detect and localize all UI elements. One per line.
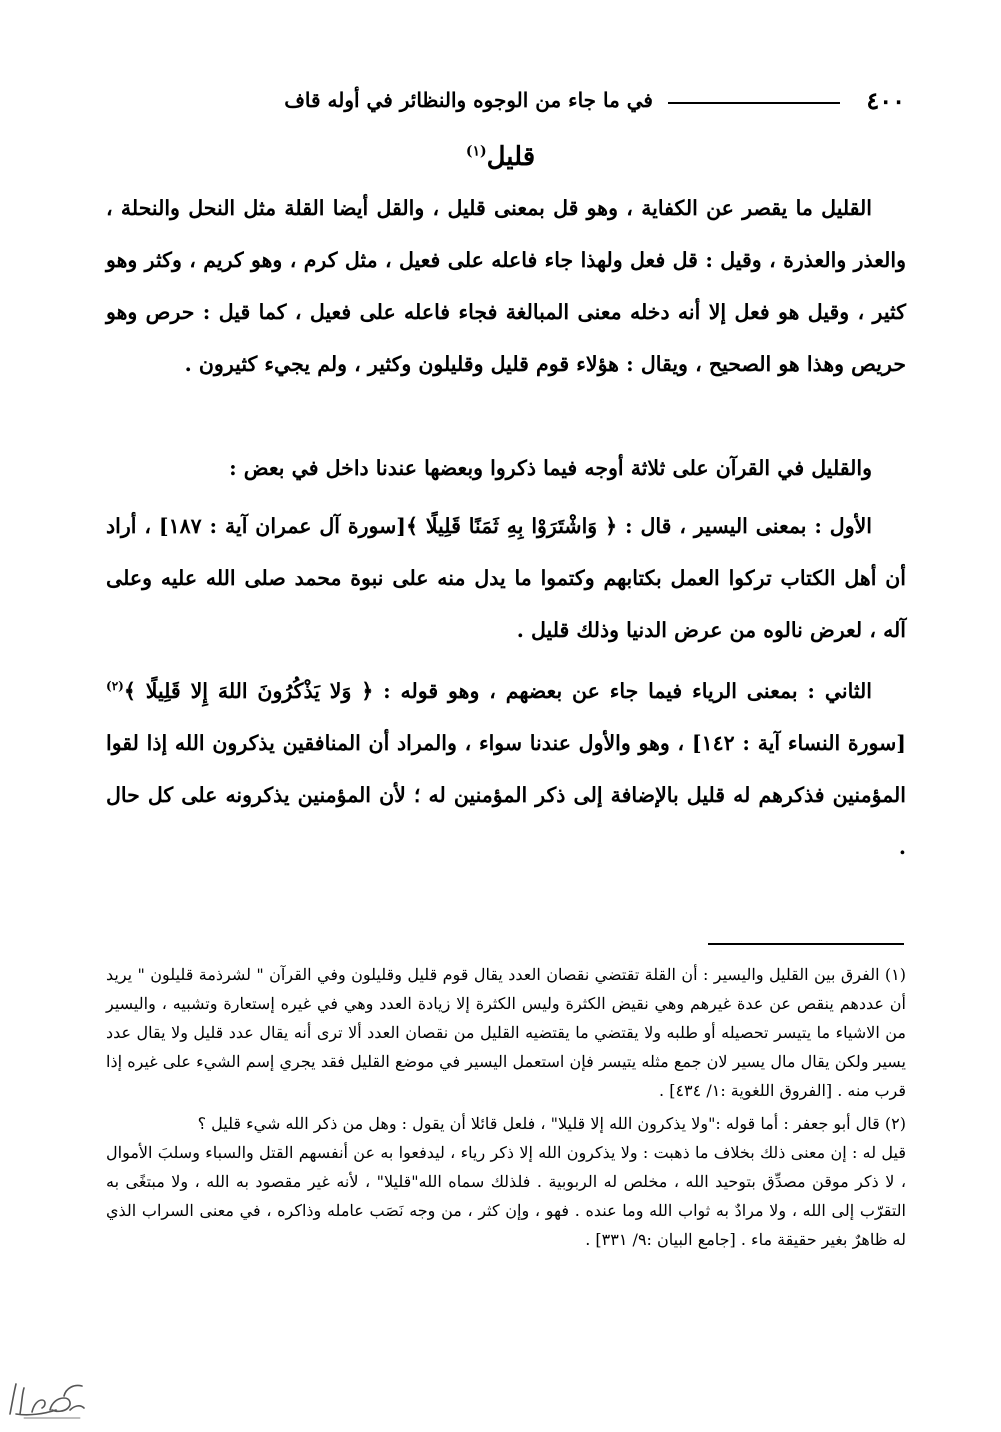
para4-intro: الثاني : بمعنى الرياء فيما جاء عن بعضهم ، وهو قوله : [373, 678, 872, 703]
paragraph-definition [106, 182, 906, 390]
paragraph-meanings-intro [106, 442, 906, 494]
footnote-2-continued: قيل له : إن معنى ذلك بخلاف ما ذهبت : ولا يذكرون الله إلا ذكر رياء ، ليدفعوا به عن أنفسهم القتل والسباء وسلبَ الأموال ، لا ذكر موقن مصدِّق بتوحيد الله ، مخلص له الربوبية . فلذلك سماه الله"قليلا" ، لأنه غير مقصود به الله ، ولا مبتغًى به التقرّب إلى الله ، ولا مرادٌ به ثواب الله وما عنده . فهو ، وإن كثر ، من وجه نَصَب عامله وذاكره ، في معنى السراب الذي له ظاهرٌ بغير حقيقة ماء . [جامع البيان :٩/ ٣٣١] . [106, 1143, 906, 1249]
para4-rest: [سورة النساء آية : ١٤٢] ، وهو والأول عندنا سواء ، والمراد أن المنافقين يذكرون الله إذا لقوا المؤمنين فذكرهم له قليل بالإضافة إلى ذكر المؤمنين له ؛ لأن المؤمنين يذكرونه على كل حال . [106, 730, 906, 859]
paragraph-first-meaning [106, 500, 906, 656]
calligraphy-logo [4, 1374, 88, 1422]
footnotes [106, 960, 906, 1258]
quran-verse-2: ﴿ وَلا يَذْكُرُونَ اللهَ إِلا قَلِيلًا ﴾ [123, 678, 374, 703]
section-title-text: قليل [486, 142, 536, 172]
paragraph-2-text: والقليل في القرآن على ثلاثة أوجه فيما ذكروا وبعضها عندنا داخل في بعض : [229, 456, 872, 480]
header-rule [668, 102, 840, 104]
paragraph-1-text: القليل ما يقصر عن الكفاية ، وهو قل بمعنى قليل ، والقل أيضا القلة مثل النحل والنحلة ، والعذر والعذرة ، وقيل : قل فعل ولهذا جاء فاعله على فعيل ، مثل كرم ، وهو كريم ، وكثر وهو كثير ، وقيل هو فعل إلا أنه دخله معنى المبالغة فجاء فاعله على فعيل ، كما قيل : حرص وهو حريص وهذا هو الصحيح ، ويقال : هؤلاء قوم قليل وقليلون وكثير ، ولم يجيء كثيرون . [106, 196, 906, 376]
quran-verse-1: ﴿ وَاشْتَرَوْا بِهِ ثَمَنًا قَلِيلًا ﴾ [405, 514, 618, 538]
page-header [95, 78, 905, 118]
paragraph-3-text [106, 500, 906, 656]
footnote-2: (٢) قال أبو جعفر : أما قوله :"ولا يذكرون الله إلا قليلا" ، فلعل قائلا أن يقول : وهل من ذكر الله شيء قليل ؟ [197, 1114, 906, 1133]
para3-rest: [سورة آل عمران آية : ١٨٧] ، أراد أن أهل الكتاب تركوا العمل بكتابهم وكتموا ما يدل منه على نبوة محمد صلى الله عليه وعلى آله ، لعرض نالوه من عرض الدنيا وذلك قليل . [106, 514, 906, 642]
section-title [0, 142, 1001, 172]
footnote-divider [708, 943, 904, 945]
calligraphy-logo-mark [4, 1374, 88, 1422]
running-title: في ما جاء من الوجوه والنظائر في أوله قاف [284, 88, 653, 112]
section-title-note: (١) [465, 143, 487, 160]
footnote-1: (١) الفرق بين القليل واليسير : أن القلة تقتضي نقصان العدد يقال قوم قليل وقليلون وفي القرآن " لشرذمة قليلون " يريد أن عددهم ينقص عن عدة غيرهم وهي نقيض الكثرة وليس الكثرة إلا زيادة العدد وهي في غيره إستعارة وتشبيه ، واليسير من الاشياء ما يتيسر تحصيله أو طلبه ولا يقتضي ما يقتضيه القليل من نقصان العدد ألا ترى أنه يقال عدد قليل ولا يقال عدد يسير ولكن يقال مال يسير لان جمع مثله يتيسر فإن استعمل اليسير في موضع القليل فقد يجري إسم الشيء على غيره إذا قرب منه . [الفروق اللغوية :١/ ٤٣٤] . [106, 965, 907, 1100]
page-number: ٤٠٠ [866, 86, 905, 115]
paragraph-4-text [106, 660, 906, 873]
footnote-ref-2: (٢) [106, 679, 124, 693]
paragraph-second-meaning [106, 660, 906, 873]
para3-intro: الأول : بمعنى اليسير ، قال : [617, 514, 872, 538]
